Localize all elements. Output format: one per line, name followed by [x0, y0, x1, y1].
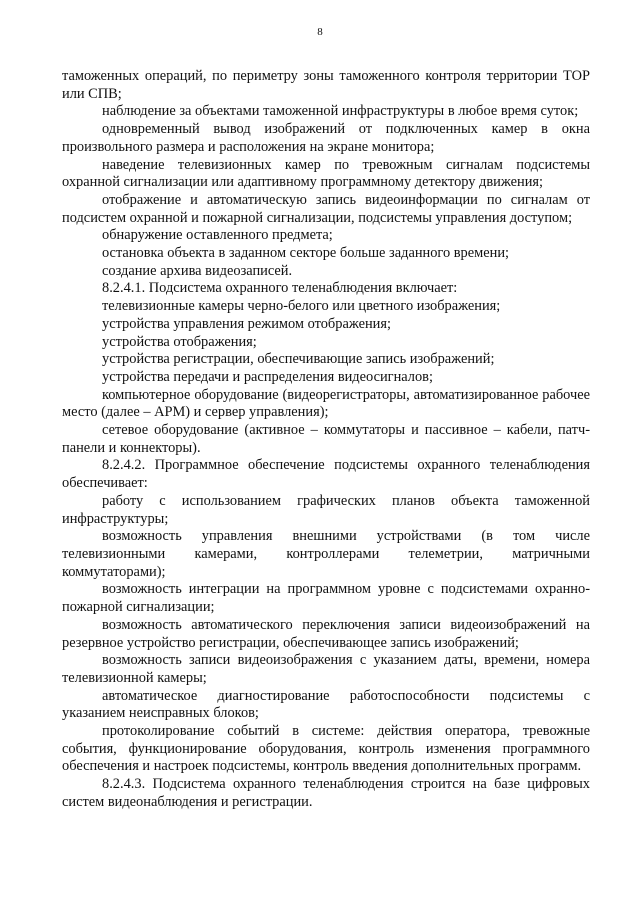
paragraph: устройства регистрации, обеспечивающие запись изображений; — [102, 351, 495, 368]
paragraph: наблюдение за объектами таможенной инфраструктуры в любое время суток; — [102, 103, 579, 120]
paragraph: обнаружение оставленного предмета; — [102, 227, 333, 244]
paragraph: одновременный вывод изображений от подключенных камер в окна произвольного размера и расположения на экране монитора; — [62, 121, 590, 155]
paragraph: устройства отображения; — [102, 333, 257, 350]
paragraph: создание архива видеозаписей. — [102, 262, 293, 279]
paragraph: телевизионные камеры черно-белого или цветного изображения; — [102, 298, 501, 315]
paragraph: возможность записи видеоизображения с указанием даты, времени, номера телевизионной камеры; — [62, 652, 590, 686]
paragraph: возможность интеграции на программном уровне с подсистемами охранно-пожарной сигнализации; — [62, 581, 590, 616]
paragraph: сетевое оборудование (активное – коммутаторы и пассивное – кабели, патч-панели и коннекторы). — [62, 422, 590, 456]
paragraph: компьютерное оборудование (видеорегистраторы, автоматизированное рабочее место (далее – АРМ) и сервер управления); — [62, 386, 590, 421]
document-body — [62, 68, 590, 812]
paragraph: отображение и автоматическую запись видеоинформации по сигналам от подсистем охранной и пожарной сигнализации, подсистемы управления доступом; — [62, 191, 590, 226]
paragraph: работу с использованием графических планов объекта таможенной инфраструктуры; — [62, 492, 590, 527]
section-heading: 8.2.4.3. Подсистема охранного теленаблюдения строится на базе цифровых систем видеонаблюдения и регистрации. — [62, 776, 590, 810]
page-number: 8 — [317, 26, 323, 38]
paragraph: таможенных операций, по периметру зоны таможенного контроля территории ТОР или СПВ; — [62, 68, 590, 102]
paragraph: возможность автоматического переключения записи видеоизображений на резервное устройство регистрации, обеспечивающее запись изображений; — [62, 616, 590, 651]
section-heading: 8.2.4.2. Программное обеспечение подсистемы охранного теленаблюдения обеспечивает: — [62, 457, 590, 492]
paragraph: остановка объекта в заданном секторе больше заданного времени; — [102, 245, 510, 262]
paragraph: устройства передачи и распределения видеосигналов; — [102, 368, 433, 385]
paragraph: наведение телевизионных камер по тревожным сигналам подсистемы охранной сигнализации или адаптивному программному детектору движения; — [62, 156, 590, 191]
paragraph: автоматическое диагностирование работоспособности подсистемы с указанием неисправных блоков; — [62, 687, 590, 722]
paragraph: протоколирование событий в системе: действия оператора, тревожные события, функционирование оборудования, контроль изменения программного обеспечения и настроек подсистемы, контроль введения дополнительных программ. — [62, 723, 590, 775]
paragraph: устройства управления режимом отображения; — [102, 315, 391, 332]
section-heading: 8.2.4.1. Подсистема охранного теленаблюдения включает: — [102, 280, 458, 297]
paragraph: возможность управления внешними устройствами (в том числе телевизионными камерами, контроллерами телеметрии, матричными коммутаторами); — [62, 528, 590, 580]
